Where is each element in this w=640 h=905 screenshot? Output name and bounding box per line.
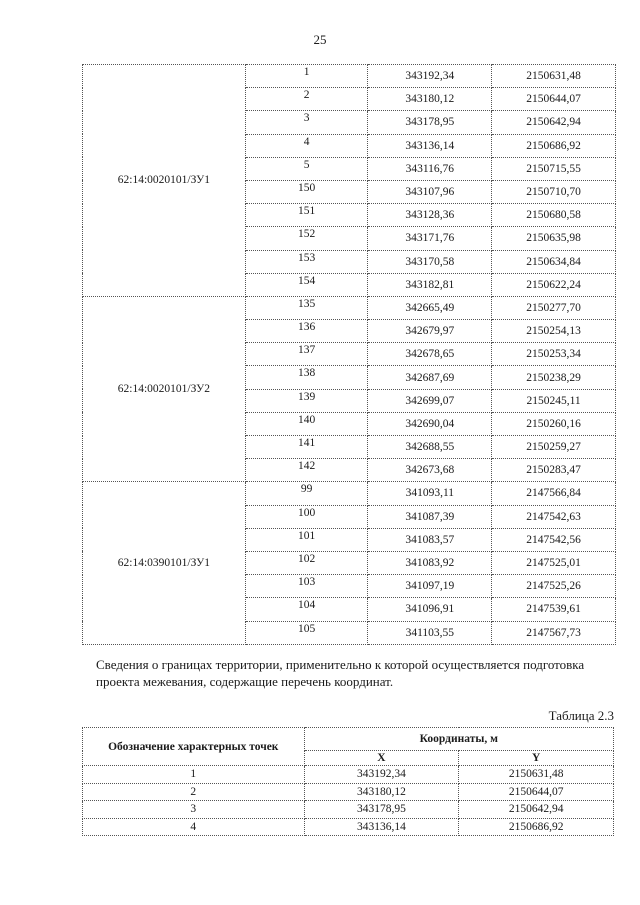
x-coordinate-cell: 343180,12 [368,88,492,111]
x-coordinate-cell: 342699,07 [368,389,492,412]
x-coordinate-cell: 343192,34 [304,766,459,784]
point-cell: 105 [245,621,368,644]
y-coordinate-cell: 2150245,11 [492,389,616,412]
point-cell: 141 [245,436,368,459]
x-coordinate-cell: 343178,95 [368,111,492,134]
y-coordinate-cell: 2147525,26 [492,575,616,598]
point-cell: 153 [245,250,368,273]
y-coordinate-cell: 2150635,98 [492,227,616,250]
table-row [83,65,616,88]
point-cell: 135 [245,296,368,319]
y-coordinate-cell: 2147566,84 [492,482,616,505]
header-coordinates: Координаты, м [304,728,613,751]
y-coordinate-cell: 2150622,24 [492,273,616,296]
x-coordinate-cell: 342665,49 [368,296,492,319]
y-coordinate-cell: 2150253,34 [492,343,616,366]
point-cell: 138 [245,366,368,389]
parcel-id-cell: 62:14:0020101/ЗУ1 [83,65,246,297]
x-coordinate-cell: 342673,68 [368,459,492,482]
y-coordinate-cell: 2150642,94 [492,111,616,134]
x-coordinate-cell: 343178,95 [304,801,459,819]
y-coordinate-cell: 2150259,27 [492,436,616,459]
header-x: X [304,751,459,766]
point-cell: 3 [83,801,305,819]
point-cell: 3 [245,111,368,134]
y-coordinate-cell: 2147542,63 [492,505,616,528]
x-coordinate-cell: 343107,96 [368,180,492,203]
table-row [83,296,616,319]
y-coordinate-cell: 2150710,70 [492,180,616,203]
point-cell: 5 [245,157,368,180]
page-number: 25 [313,32,327,47]
point-cell: 101 [245,528,368,551]
x-coordinate-cell: 341093,11 [368,482,492,505]
point-cell: 151 [245,204,368,227]
y-coordinate-cell: 2150634,84 [492,250,616,273]
x-coordinate-cell: 341096,91 [368,598,492,621]
coordinates-table [82,64,616,645]
x-coordinate-cell: 341083,57 [368,528,492,551]
x-coordinate-cell: 341097,19 [368,575,492,598]
point-cell: 100 [245,505,368,528]
x-coordinate-cell: 343128,36 [368,204,492,227]
header-points: Обозначение характерных точек [83,728,305,766]
y-coordinate-cell: 2150238,29 [492,366,616,389]
y-coordinate-cell: 2150686,92 [459,818,614,836]
x-coordinate-cell: 343136,14 [304,818,459,836]
y-coordinate-cell: 2150715,55 [492,157,616,180]
point-cell: 2 [83,783,305,801]
y-coordinate-cell: 2150642,94 [459,801,614,819]
y-coordinate-cell: 2150260,16 [492,412,616,435]
y-coordinate-cell: 2150631,48 [492,65,616,88]
table-row [83,766,614,784]
territory-coordinates-table [82,727,614,836]
point-cell: 150 [245,180,368,203]
section-paragraph: Сведения о границах территории, применительно к которой осуществляется подготовка проекта межевания, содержащие перечень координат. [96,657,585,689]
parcel-id-cell: 62:14:0020101/ЗУ2 [83,296,246,482]
x-coordinate-cell: 343192,34 [368,65,492,88]
table-row [83,818,614,836]
x-coordinate-cell: 343170,58 [368,250,492,273]
point-cell: 104 [245,598,368,621]
x-coordinate-cell: 341087,39 [368,505,492,528]
point-cell: 99 [245,482,368,505]
x-coordinate-cell: 343136,14 [368,134,492,157]
point-cell: 137 [245,343,368,366]
table-row [83,482,616,505]
point-cell: 4 [83,818,305,836]
y-coordinate-cell: 2150644,07 [459,783,614,801]
x-coordinate-cell: 343180,12 [304,783,459,801]
y-coordinate-cell: 2150686,92 [492,134,616,157]
point-cell: 1 [245,65,368,88]
table-caption: Таблица 2.3 [548,708,614,723]
y-coordinate-cell: 2147525,01 [492,551,616,574]
y-coordinate-cell: 2150277,70 [492,296,616,319]
x-coordinate-cell: 341083,92 [368,551,492,574]
y-coordinate-cell: 2150283,47 [492,459,616,482]
point-cell: 140 [245,412,368,435]
point-cell: 154 [245,273,368,296]
table-row [83,783,614,801]
point-cell: 103 [245,575,368,598]
point-cell: 152 [245,227,368,250]
point-cell: 4 [245,134,368,157]
table-row [83,801,614,819]
point-cell: 139 [245,389,368,412]
point-cell: 136 [245,320,368,343]
point-cell: 142 [245,459,368,482]
y-coordinate-cell: 2150631,48 [459,766,614,784]
x-coordinate-cell: 343116,76 [368,157,492,180]
x-coordinate-cell: 343182,81 [368,273,492,296]
point-cell: 102 [245,551,368,574]
x-coordinate-cell: 342690,04 [368,412,492,435]
x-coordinate-cell: 342679,97 [368,320,492,343]
y-coordinate-cell: 2150644,07 [492,88,616,111]
x-coordinate-cell: 342688,55 [368,436,492,459]
y-coordinate-cell: 2147542,56 [492,528,616,551]
header-y: Y [459,751,614,766]
y-coordinate-cell: 2147539,61 [492,598,616,621]
x-coordinate-cell: 342678,65 [368,343,492,366]
parcel-id-cell: 62:14:0390101/ЗУ1 [83,482,246,644]
y-coordinate-cell: 2147567,73 [492,621,616,644]
x-coordinate-cell: 343171,76 [368,227,492,250]
point-cell: 2 [245,88,368,111]
y-coordinate-cell: 2150254,13 [492,320,616,343]
y-coordinate-cell: 2150680,58 [492,204,616,227]
x-coordinate-cell: 341103,55 [368,621,492,644]
point-cell: 1 [83,766,305,784]
x-coordinate-cell: 342687,69 [368,366,492,389]
